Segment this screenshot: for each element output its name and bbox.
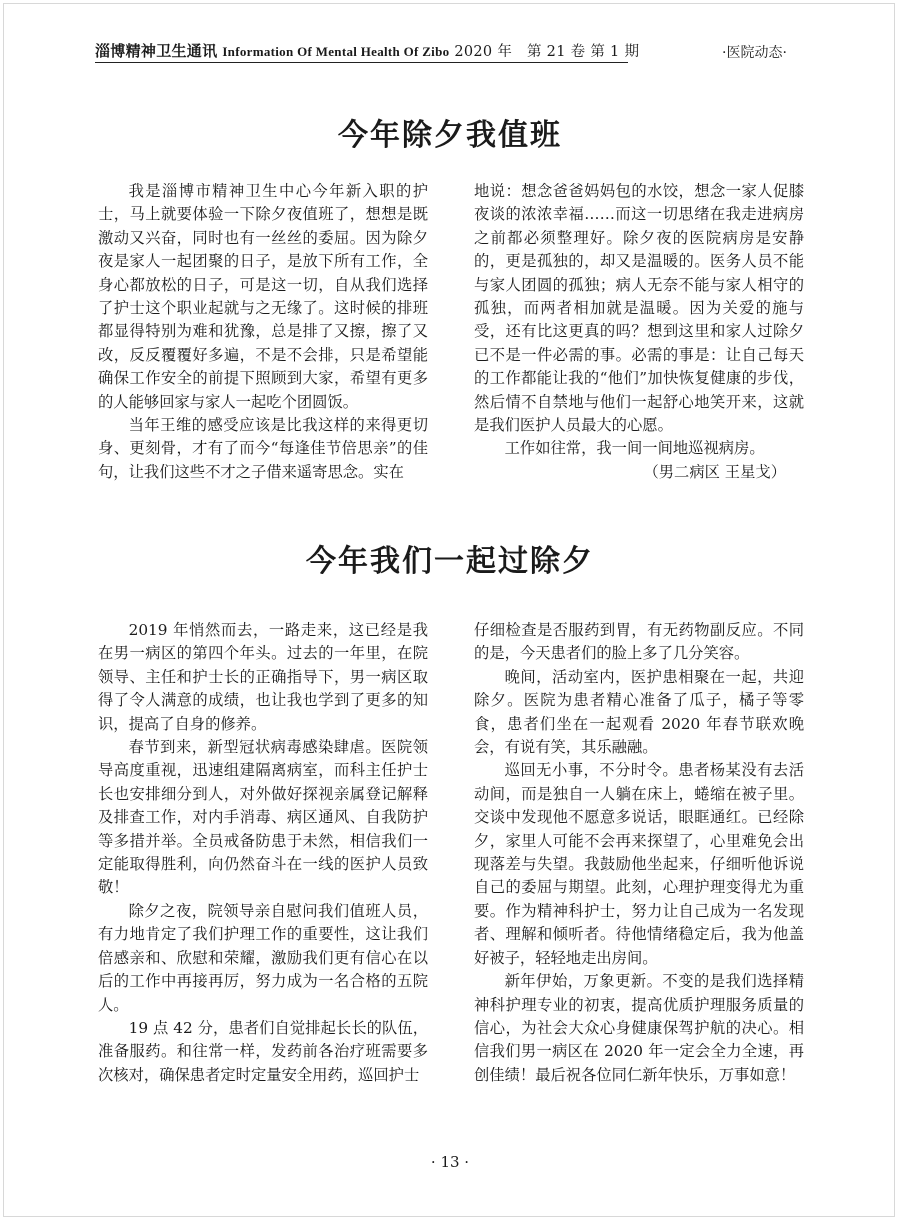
article1-paragraph: 地说：想念爸爸妈妈包的水饺，想念一家人促膝夜谈的浓浓幸福……而这一切思绪在我走进病房之前都必须整理好。除夕夜的医院病房是安静的，更是孤独的，却又是温暖的。医务人员不能与家人团圆的孤独；病人无奈不能与家人相守的孤独，而两者相加就是温暖。因为关爱的施与受，还有比这更真的吗？想到这里和家人过除夕已不是一件必需的事。必需的事是：让自己每天的工作都能让我的“他们”加快恢复健康的步伐，然后情不自禁地与他们一起舒心地笑开来，这就是我们医护人员最大的心愿。 (474, 182, 804, 435)
article2-paragraph: 仔细检查是否服药到胃，有无药物副反应。不同的是，今天患者们的脸上多了几分笑容。 (474, 621, 804, 663)
article2-paragraph: 晚间，活动室内，医护患相聚在一起，共迎除夕。医院为患者精心准备了瓜子，橘子等零食，患者们坐在一起观看 2020 年春节联欢晚会，有说有笑，其乐融融。 (474, 667, 804, 757)
article1-column-right (474, 180, 804, 484)
page-number: · 13 · (430, 1153, 470, 1171)
journal-header (95, 40, 639, 61)
article2-paragraph: 除夕之夜，院领导亲自慰问我们值班人员，有力地肯定了我们护理工作的重要性，这让我们倍感亲和、欣慰和荣耀，激励我们更有信心在以后的工作中再接再厉，努力成为一名合格的五院人。 (98, 901, 428, 1014)
article2-paragraph: 新年伊始，万象更新。不变的是我们选择精神科护理专业的初衷，提高优质护理服务质量的信心，为社会大众心身健康保驾护航的决心。相信我们男一病区在 2020 年一定会全力全速，再创佳绩！最后祝各位同仁新年快乐，万事如意！ (474, 972, 804, 1084)
article2-paragraph: 2019 年悄然而去，一路走来，这已经是我在男一病区的第四个年头。过去的一年里，在院领导、主任和护士长的正确指导下，男一病区取得了令人满意的成绩，也让我也学到了更多的知识，提高了自身的修养。 (98, 621, 428, 733)
article2-paragraph: 巡回无小事，不分时令。患者杨某没有去活动间，而是独自一人躺在床上，蜷缩在被子里。交谈中发现他不愿意多说话，眼眶通红。已经除夕，家里人可能不会再来探望了，心里难免会出现落差与失望。我鼓励他坐起来，仔细听他诉说自己的委屈与期望。此刻，心理护理变得尤为重要。作为精神科护士，努力让自己成为一名发现者、理解和倾听者。待他情绪稳定后，我为他盖好被子，轻轻地走出房间。 (474, 761, 804, 967)
article1-paragraph: 工作如往常，我一间一间地巡视病房。 (504, 439, 765, 458)
article1-title: 今年除夕我值班 (338, 118, 562, 153)
article1-paragraph: 我是淄博市精神卫生中心今年新入职的护士，马上就要体验一下除夕夜值班了，想想是既激动又兴奋，同时也有一丝丝的委屈。因为除夕夜是家人一起团聚的日子，是放下所有工作，全身心都放松的日子，可是这一切，自从我们选择了护士这个职业起就与之无缘了。这时候的排班都显得特别为难和犹豫，总是排了又擦，擦了又改，反反覆覆好多遍，不是不会排，只是希望能确保工作安全的前提下照顾到大家，希望有更多的人能够回家与家人一起吃个团圆饭。 (98, 182, 428, 411)
issue-info: 2020 年 第 21 卷 第 1 期 (454, 44, 640, 60)
article2-paragraph: 19 点 42 分，患者们自觉排起长长的队伍，准备服药。和往常一样，发药前各治疗班需要多次核对，确保患者定时定量安全用药，巡回护士 (98, 1018, 428, 1084)
article2-title: 今年我们一起过除夕 (306, 544, 594, 579)
article2-column-left (98, 619, 428, 1087)
article1-paragraph: 当年王维的感受应该是比我这样的来得更切身、更刻骨，才有了而今“每逢佳节倍思亲”的佳句，让我们这些不才之子借来遥寄思念。实在 (98, 416, 428, 481)
journal-title-cn: 淄博精神卫生通讯 (95, 42, 218, 60)
article2-paragraph: 春节到来，新型冠状病毒感染肆虐。医院领导高度重视，迅速组建隔离病室，而科主任护士长也安排细分到人，对外做好探视亲属登记解释及排查工作，对内手消毒、病区通风、自我防护等多措并举。全员戒备防患于未然，相信我们一定能取得胜利，向仍然奋斗在一线的医护人员致敬！ (98, 738, 428, 897)
journal-title-en: Information Of Mental Health Of Zibo (222, 44, 450, 59)
header-divider (95, 62, 628, 63)
article1-signature: （男二病区 王星戈） (643, 462, 786, 481)
section-label: ·医院动态· (722, 45, 787, 61)
article2-column-right (474, 619, 804, 1087)
article1-column-left (98, 180, 428, 484)
